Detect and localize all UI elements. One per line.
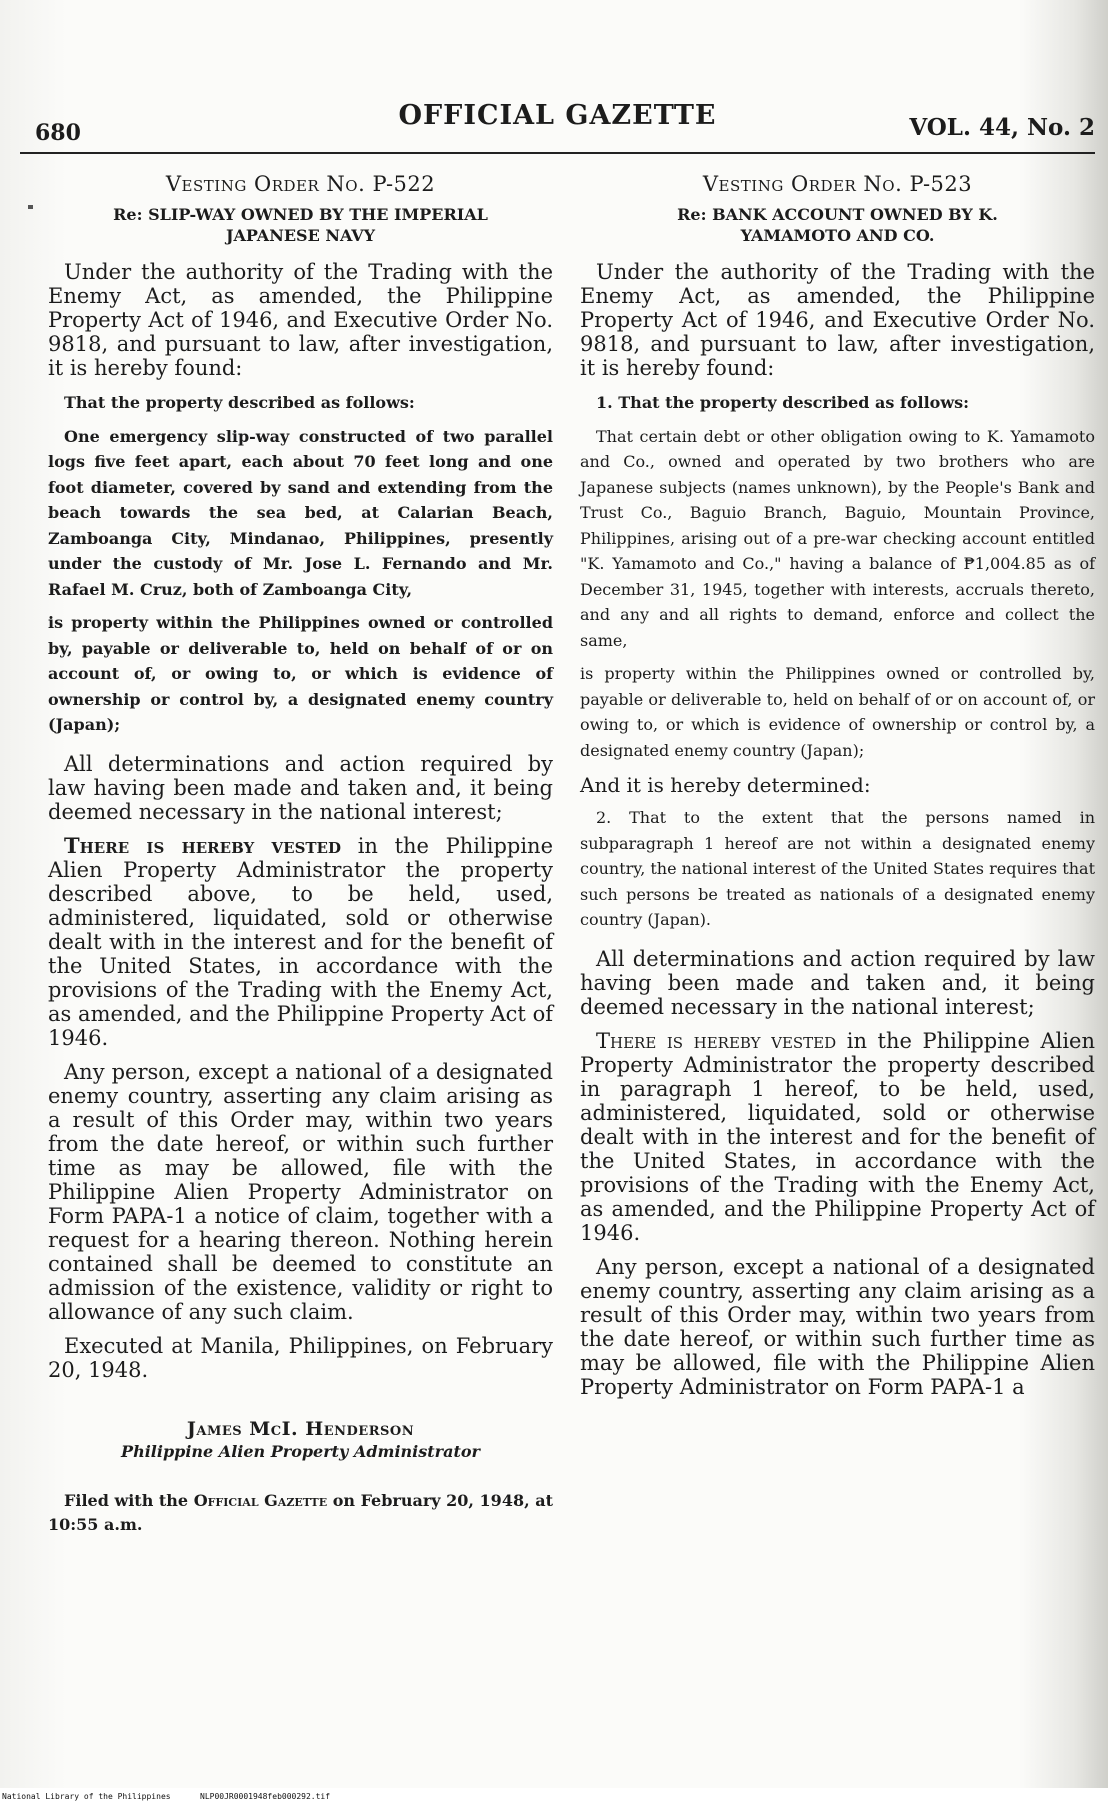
page-header [20, 92, 1095, 154]
left-column [48, 172, 553, 1553]
filed-lead: Filed with the [64, 1490, 189, 1510]
vesting-text: in the Philippine Alien Property Administrator the property described above, to be held, used, administered, liquidated, sold or otherwise dealt with in the interest and for the benefit of the United States, in accordance with the provisions of the Trading with the Enemy Act, as amended, and the Philippine Property Act of 1946. [48, 833, 553, 1050]
vesting-text: in the Philippine Alien Property Administrator the property described in paragraph 1 hereof, to be held, used, administered, liquidated, sold or otherwise dealt with in the interest and for the benefit of the United States, in accordance with the provisions of the Trading with the Enemy Act, as amended, and the Philippine Property Act of 1946. [580, 1028, 1095, 1245]
library-credit: National Library of the Philippines [2, 1792, 171, 1801]
scan-footer [0, 1788, 1108, 1808]
filed-date: on February 20, 1948, at 10:55 a.m. [48, 1490, 553, 1534]
scan-filename: NLP00JR0001948feb000292.tif [200, 1792, 331, 1801]
intro-paragraph: Under the authority of the Trading with the Enemy Act, as amended, the Philippine Property Act of 1946, and Executive Order No. 9818, and pursuant to law, after investigation, it is hereby found: [580, 260, 1095, 380]
signature-block [48, 1418, 553, 1461]
scan-mark [28, 205, 33, 209]
intro-paragraph: Under the authority of the Trading with the Enemy Act, as amended, the Philippine Property Act of 1946, and Executive Order No. 9818, and pursuant to law, after investigation, it is hereby found: [48, 260, 553, 380]
filed-note [48, 1489, 553, 1537]
order-title: Vesting Order No. P-522 [165, 172, 436, 196]
paragraph-1-lead: 1. That the property described as follows: [596, 393, 970, 412]
page-number: 680 [35, 120, 81, 146]
executed-paragraph: Executed at Manila, Philippines, on February 20, 1948. [48, 1333, 553, 1382]
vesting-paragraph [48, 834, 553, 1050]
determined-heading: And it is hereby determined: [580, 773, 871, 797]
signer-name: James McI. Henderson [186, 1417, 415, 1440]
order-subject: Re: BANK ACCOUNT OWNED BY K. YAMAMOTO AND CO. [677, 205, 998, 245]
right-column [580, 172, 1095, 1409]
signer-title: Philippine Alien Property Administrator [121, 1441, 480, 1461]
filed-gazette: Official Gazette [193, 1490, 328, 1510]
determinations-paragraph: All determinations and action required by law having been made and taken and, it being deemed necessary in the national interest; [48, 751, 553, 824]
vesting-paragraph [580, 1029, 1095, 1245]
property-description: That certain debt or other obligation owing to K. Yamamoto and Co., owned and operated by two brothers who are Japanese subjects (names unknown), by the People's Bank and Trust Co., Baguio Branch, Baguio, Mountain Province, Philippines, arising out of a pre-war checking account entitled "K. Yamamoto and Co.," having a balance of ₱1,004.85 as of December 31, 1945, together with interests, accruals thereto, and any and all rights to demand, enforce and collect the same, [580, 426, 1095, 650]
vesting-lead: There is hereby vested [596, 1028, 837, 1053]
property-lead: That the property described as follows: [64, 393, 415, 412]
order-title: Vesting Order No. P-523 [702, 172, 973, 196]
gazette-title: OFFICIAL GAZETTE [398, 100, 717, 131]
volume-number: VOL. 44, No. 2 [909, 114, 1095, 141]
claim-paragraph: Any person, except a national of a designated enemy country, asserting any claim arising as a result of this Order may, within two years from the date hereof, or within such further time as may be allowed, file with the Philippine Alien Property Administrator on Form PAPA-1 a notice of claim, together with a request for a hearing thereon. Nothing herein contained shall be deemed to constitute an admission of the existence, validity or right to allowance of any such claim. [48, 1059, 553, 1324]
is-property-paragraph: is property within the Philippines owned or controlled by, payable or deliverable to, held on behalf of or on account of, or owing to, or which is evidence of ownership or control by, a designated enemy country (Japan); [580, 664, 1095, 760]
property-description: One emergency slip-way constructed of two parallel logs five feet apart, each about 70 feet long and one foot diameter, covered by sand and extending from the beach towards the sea bed, at Calarian Beach, Zamboanga City, Mindanao, Philippines, presently under the custody of Mr. Jose L. Fernando and Mr. Rafael M. Cruz, both of Zamboanga City, [48, 426, 553, 599]
order-subject: Re: SLIP-WAY OWNED BY THE IMPERIAL JAPANESE NAVY [113, 205, 488, 245]
determinations-paragraph: All determinations and action required by law having been made and taken and, it being deemed necessary in the national interest; [580, 946, 1095, 1019]
paragraph-2: 2. That to the extent that the persons named in subparagraph 1 hereof are not within a designated enemy country, the national interest of the United States requires that such persons be treated as nationals of a designated enemy country (Japan). [580, 808, 1095, 929]
vesting-lead: There is hereby vested [64, 832, 342, 858]
claim-paragraph: Any person, except a national of a designated enemy country, asserting any claim arising as a result of this Order may, within two years from the date hereof, or within such further time as may be allowed, file with the Philippine Alien Property Administrator on Form PAPA-1 a [580, 1254, 1095, 1399]
is-property-paragraph: is property within the Philippines owned or controlled by, payable or deliverable to, held on behalf of or on account of, or owing to, or which is evidence of ownership or control by, a designated enemy country (Japan); [48, 613, 553, 734]
